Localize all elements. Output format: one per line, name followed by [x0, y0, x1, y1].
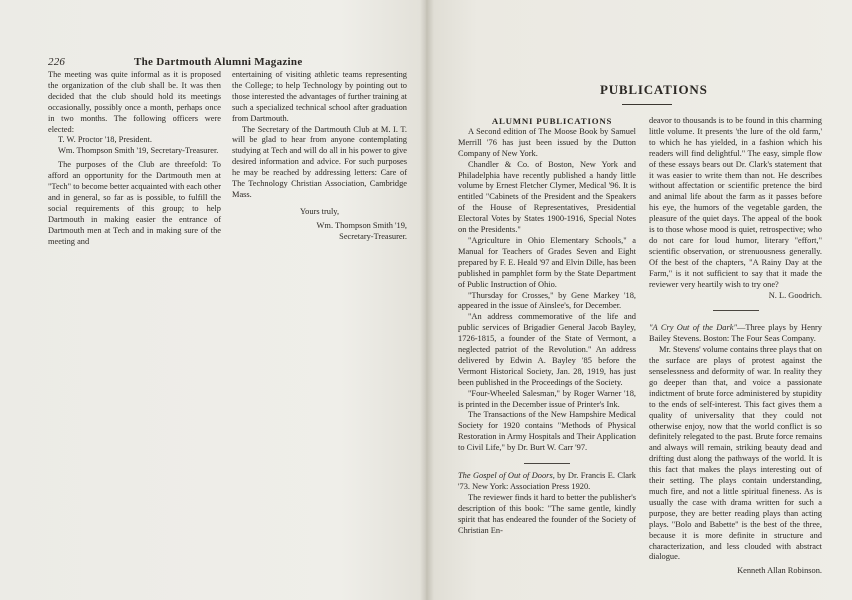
paragraph: "Four-Wheeled Salesman," by Roger Warner '18, is printed in the December issue of Printer's Ink.	[458, 388, 636, 409]
officer-line: Wm. Thompson Smith '19, Secretary-Treasurer.	[58, 146, 219, 156]
signature: Wm. Thompson Smith '19,	[316, 220, 407, 230]
section-heading: ALUMNI PUBLICATIONS	[491, 116, 613, 126]
review-text: deavor to thousands is to be found in this charming little volume. It presents 'the lure of the old farm,' to which he has yielded, in a fashion which his readers will find delightful." The easy, simple flow of these essays bears out Dr. Clark's statement that it was easier to write them than not. He describes without affectation or scientific pretence the bird and animal life about the farm as it passes before his eye, the humors of the vegetable garden, the pleasure of the quiet days. The appeal of the book is to those whose mood is quiet, retrospective; who do not care for loud humor, literary "effort," scientific observation, or strenuousness generally. Of the best of the chapters, "A Rainy Day at the Farm," is it not sufficient to say that it made the reviewer very heartily wish to try one?	[649, 116, 822, 289]
review-text: Mr. Stevens' volume contains three plays that on the surface are plays of protest against the senselessness and deformity of war. In reality they go deeper than that, and voice a passionate indictment of brute force administered by stupidity to the ends of self-interest. This fact gives them a quality of universality that they could not otherwise enjoy, now that the world conflict is so definitely relegated to the past. Brute force remains and always will remain, striking beauty dead and drifting dust along the pathways of the world. It is this fact that makes the plays interesting out of their setting. The plays contain understanding, much fire, and not a little spiritual fineness. As is usually the case with drama written for such a purpose, they are better reading plays than acting plays. "Bolo and Babette" is the best of the three, because it is more definite in structure and characterization, and less clouded with abstract dialogue.	[649, 345, 822, 562]
paragraph: Chandler & Co. of Boston, New York and Philadelphia have recently published a handy little volume by Ernest Fletcher Clymer, Medical '96. It is entitled "Cabinets of the President and the Speakers of the House of Representatives, Presidential Electoral Votes by States 1900-1916, Special Notes on the Presidents."	[458, 159, 636, 235]
title-rule	[622, 104, 672, 105]
book-title: The Gospel of Out of Doors,	[458, 471, 555, 481]
paragraph: The Transactions of the New Hampshire Medical Society for 1920 contains "Methods of Physical Restoration in Army Hospitals and Their Application to Civil Life," by Dr. Burt W. Carr '97.	[458, 410, 636, 453]
review-citation	[649, 323, 822, 345]
book-title: "A Cry Out of the Dark"	[649, 323, 737, 333]
paragraph: "Thursday for Crosses," by Gene Markey '18, appeared in the issue of Ainslee's, for December.	[458, 290, 636, 311]
paragraph: entertaining of visiting athletic teams representing the College; to help Technology by pointing out to those interested the advantages of further training at such a specialized technical school after graduation from Dartmouth.	[232, 70, 407, 123]
review-citation	[458, 471, 636, 493]
citation-details: by Dr. Francis E. Clark '73. New York: Association Press 1920.	[458, 471, 636, 491]
review-signature: Kenneth Allan Robinson.	[737, 566, 822, 576]
running-head	[48, 56, 408, 68]
officer-line: T. W. Proctor '18, President.	[58, 135, 152, 145]
paragraph: The purposes of the Club are threefold: To afford an opportunity for the Dartmouth men at "Tech" to become better acquainted with each other and in general, so far as is possible, to fulfill the social requirements of this group; to help Dartmouth in making easier the entrance of Dartmouth men at Tech and in making sure of the meeting and	[48, 160, 221, 246]
citation-details: —Three plays by Henry Bailey Stevens. Boston: The Four Seas Company.	[649, 323, 822, 344]
divider	[713, 310, 759, 311]
review-text: The reviewer finds it hard to better the publisher's description of this book: "The same gentle, kindly spirit that has endeared the founder of the Society of Christian En-	[458, 492, 636, 535]
paragraph: A Second edition of The Moose Book by Samuel Merrill '76 has just been issued by the Dutton Company of New York.	[458, 126, 636, 158]
paragraph: The Secretary of the Dartmouth Club at M. I. T. will be glad to hear from anyone contemplating studying at Tech and will do all in his power to give desired information and advice. For such purposes he may be reached by addressing letters: Care of The Technology Christian Association, Cambridge Mass.	[232, 124, 407, 199]
paragraph: The meeting was quite informal as it is proposed the organization of the club shall be. It was then decided that the club should hold its meetings occasionally, possibly once a month, perhaps once in two months. The following officers were elected:	[48, 70, 221, 134]
left-column-2	[232, 70, 407, 243]
page-number: 226	[48, 56, 66, 68]
review-signature: N. L. Goodrich.	[768, 290, 822, 300]
divider	[524, 463, 570, 464]
paragraph: "Agriculture in Ohio Elementary Schools," a Manual for Teachers of Grades Seven and Eight prepared by F. E. Heald '97 and Elvin Dille, has been published in pamphlet form by the State Department of Public Instruction of Ohio.	[458, 235, 636, 289]
right-column-1	[458, 116, 636, 537]
book-gutter	[420, 0, 434, 600]
paragraph: "An address commemorative of the life and public services of Brigadier General Jacob Bayley, 1726-1815, a founder of the State of Vermont, a neglected patriot of the Revolution." An address delivered by Edwin A. Bayley '85 before the Vermont Historical Society, Jan. 28, 1919, has just been published in the Proceedings of the Society.	[458, 312, 636, 387]
closing: Yours truly,	[299, 206, 340, 216]
left-column-1	[48, 70, 221, 248]
page-title: PUBLICATIONS	[600, 82, 708, 97]
magazine-title: The Dartmouth Alumni Magazine	[134, 56, 303, 68]
signature-title: Secretary-Treasurer.	[339, 231, 407, 241]
right-column-2	[649, 116, 822, 577]
